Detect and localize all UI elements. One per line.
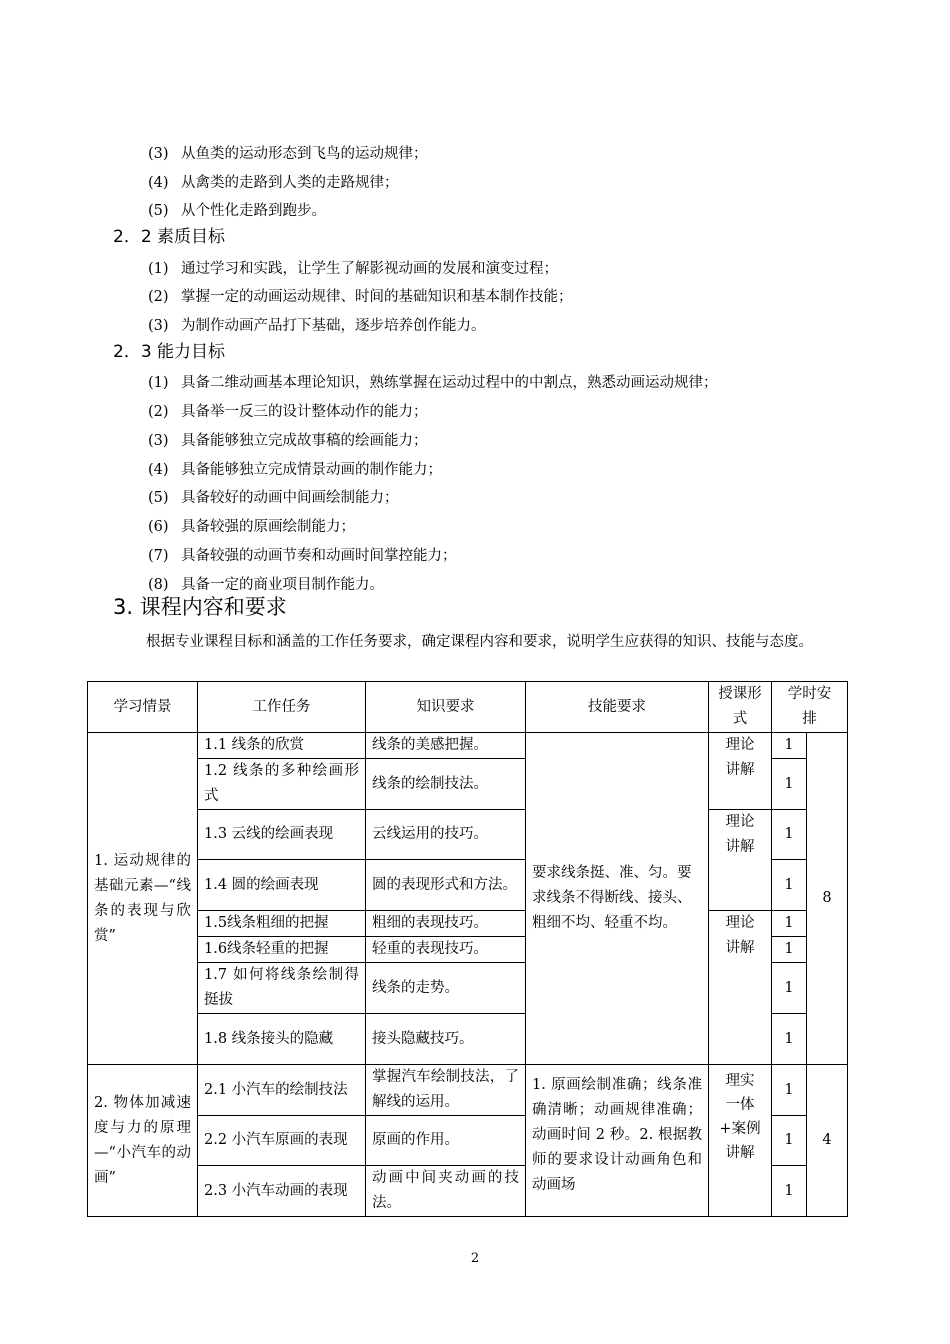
task-cell: 1.2 线条的多种绘画形式 (198, 759, 366, 810)
skill-cell: 要求线条挺、准、匀。要求线条不得断线、接头、粗细不均、轻重不均。 (526, 733, 709, 1065)
header-knowledge: 知识要求 (366, 682, 526, 733)
form-cell: 理实一体+案例讲解 (709, 1065, 772, 1217)
header-form: 授课形式 (709, 682, 772, 733)
knowledge-cell: 线条的走势。 (366, 963, 526, 1014)
page-number: 2 (470, 1251, 480, 1266)
hours-cell: 1 (772, 1116, 807, 1166)
task-cell: 1.4 圆的绘画表现 (198, 860, 366, 911)
knowledge-cell: 接头隐藏技巧。 (366, 1014, 526, 1065)
header-skill: 技能要求 (526, 682, 709, 733)
task-cell: 1.1 线条的欣赏 (198, 733, 366, 759)
task-cell: 1.5线条粗细的把握 (198, 911, 366, 937)
form-cell: 理论讲解 (709, 810, 772, 911)
course-content-table (87, 681, 848, 1217)
hours-cell: 1 (772, 963, 807, 1014)
task-cell: 1.6线条轻重的把握 (198, 937, 366, 963)
hours-cell: 1 (772, 810, 807, 860)
knowledge-cell: 原画的作用。 (366, 1116, 526, 1166)
list-item: (3) 从鱼类的运动形态到飞鸟的运动规律； (148, 146, 428, 162)
knowledge-cell: 云线运用的技巧。 (366, 810, 526, 860)
list-item: (1) 通过学习和实践，让学生了解影视动画的发展和演变过程； (148, 261, 558, 277)
knowledge-cell: 线条的绘制技法。 (366, 759, 526, 810)
list-item: (6) 具备较强的原画绘制能力； (148, 519, 355, 535)
hours-cell: 1 (772, 733, 807, 759)
table-row (88, 1065, 848, 1116)
list-item: (2) 具备举一反三的设计整体动作的能力； (148, 404, 428, 420)
task-cell: 1.3 云线的绘画表现 (198, 810, 366, 860)
task-cell: 2.2 小汽车原画的表现 (198, 1116, 366, 1166)
list-item: (8) 具备一定的商业项目制作能力。 (148, 577, 384, 593)
knowledge-cell: 圆的表现形式和方法。 (366, 860, 526, 911)
knowledge-cell: 动画中间夹动画的技法。 (366, 1166, 526, 1217)
scenario-cell: 1. 运动规律的基础元素—“线条的表现与欣赏” (88, 733, 198, 1065)
task-cell: 2.1 小汽车的绘制技法 (198, 1065, 366, 1116)
list-item: (5) 具备较好的动画中间画绘制能力； (148, 490, 399, 506)
table-header-row (88, 682, 848, 733)
header-task: 工作任务 (198, 682, 366, 733)
section-heading-ability: 2．3 能力目标 (113, 342, 226, 362)
skill-cell: 1. 原画绘制准确；线条准确清晰；动画规律准确；动画时间 2 秒。2. 根据教师的要求设计动画角色和动画场 (526, 1065, 709, 1217)
list-item: (5) 从个性化走路到跑步。 (148, 203, 326, 219)
task-cell: 2.3 小汽车动画的表现 (198, 1166, 366, 1217)
section-heading-quality: 2．2 素质目标 (113, 227, 226, 247)
form-cell: 理论讲解 (709, 733, 772, 810)
knowledge-cell: 轻重的表现技巧。 (366, 937, 526, 963)
list-item: (4) 具备能够独立完成情景动画的制作能力； (148, 462, 442, 478)
task-cell: 1.7 如何将线条绘制得挺拔 (198, 963, 366, 1014)
task-cell: 1.8 线条接头的隐藏 (198, 1014, 366, 1065)
header-scenario: 学习情景 (88, 682, 198, 733)
header-hours: 学时安排 (772, 682, 848, 733)
list-item: (1) 具备二维动画基本理论知识，熟练掌握在运动过程中的中割点，熟悉动画运动规律； (148, 375, 718, 391)
hours-cell: 1 (772, 937, 807, 963)
total-hours-cell: 8 (807, 733, 848, 1065)
table-row (88, 810, 848, 860)
table-row (88, 911, 848, 937)
hours-cell: 1 (772, 1014, 807, 1065)
list-item: (3) 具备能够独立完成故事稿的绘画能力； (148, 433, 428, 449)
hours-cell: 1 (772, 1166, 807, 1217)
list-item: (4) 从禽类的走路到人类的走路规律； (148, 175, 399, 191)
list-item: (7) 具备较强的动画节奏和动画时间掌控能力； (148, 548, 457, 564)
intro-paragraph: 根据专业课程目标和涵盖的工作任务要求，确定课程内容和要求，说明学生应获得的知识、技能与态度。 (146, 634, 813, 650)
chapter-heading: 3. 课程内容和要求 (113, 595, 287, 619)
knowledge-cell: 粗细的表现技巧。 (366, 911, 526, 937)
form-cell: 理论讲解 (709, 911, 772, 1065)
table-row (88, 733, 848, 759)
hours-cell: 1 (772, 759, 807, 810)
total-hours-cell: 4 (807, 1065, 848, 1217)
list-item: (2) 掌握一定的动画运动规律、时间的基础知识和基本制作技能； (148, 289, 573, 305)
list-item: (3) 为制作动画产品打下基础，逐步培养创作能力。 (148, 318, 486, 334)
scenario-cell: 2. 物体加减速度与力的原理—“小汽车的动画” (88, 1065, 198, 1217)
hours-cell: 1 (772, 1065, 807, 1116)
knowledge-cell: 掌握汽车绘制技法，了解线的运用。 (366, 1065, 526, 1116)
hours-cell: 1 (772, 860, 807, 911)
hours-cell: 1 (772, 911, 807, 937)
knowledge-cell: 线条的美感把握。 (366, 733, 526, 759)
